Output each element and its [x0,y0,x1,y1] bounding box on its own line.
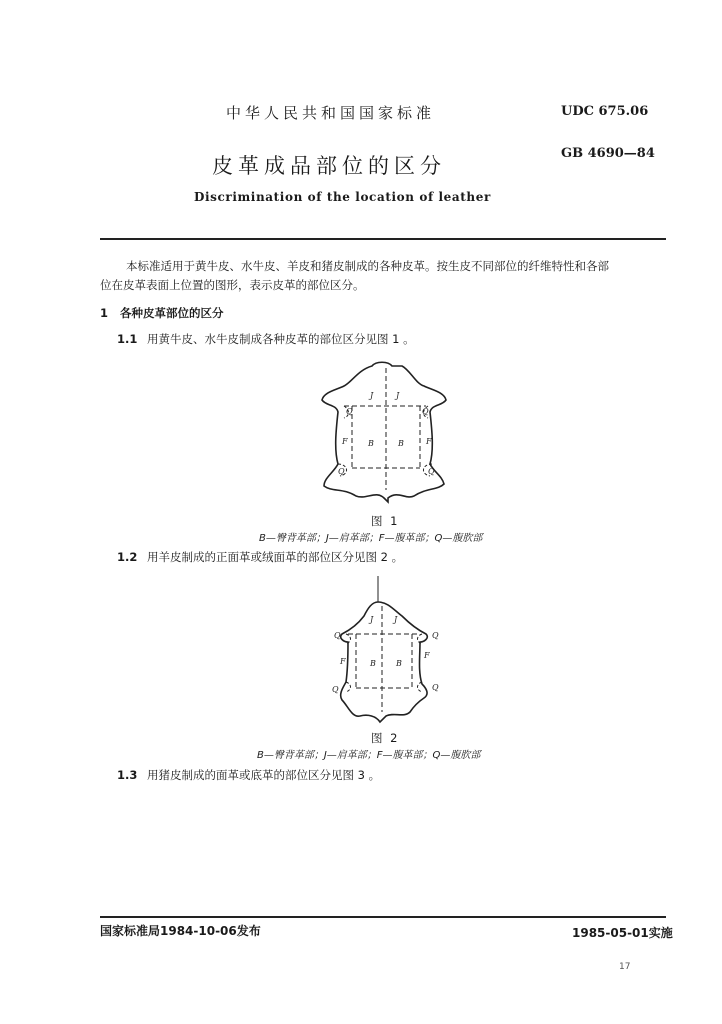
figure-2-label: 图 2 [371,731,400,745]
figure-2-caption: B—臀背革部；J—肩革部；F—腹革部；Q—腹肷部 [257,750,481,761]
page-title-english: Discrimination of the location of leather [194,190,491,204]
figure-2-mark-q-bl: Q [332,685,339,694]
figure-2-mark-j-left: J [370,615,374,624]
clause-number: 1.1 [117,332,138,346]
figure-2-skin-outline [341,602,428,722]
intro-line-1: 本标准适用于黄牛皮、水牛皮、羊皮和猪皮制成的各种皮革。按生皮不同部位的纤维特性和各部 [126,259,609,273]
figure-1-mark-f-right: F [426,437,432,446]
figure-1-hide-outline [322,362,446,502]
clause-1-2 [117,549,403,565]
effective-date: 1985-05-01实施 [572,926,673,940]
figure-1-mark-b-right: B [398,439,404,448]
figure-2-mark-q-tl: Q [334,631,341,640]
figure-1-mark-f-left: F [342,437,348,446]
intro-line-2: 位在皮革表面上位置的图形，表示皮革的部位区分。 [100,278,365,292]
top-rule [100,238,666,240]
figure-2-mark-j-right: J [394,615,398,624]
figure-2-mark-q-br: Q [432,683,439,692]
figure-2-mark-b-left: B [370,659,376,668]
figure-2-mark-b-right: B [396,659,402,668]
figure-2-mark-f-right: F [424,651,430,660]
figure-2-mark-q-tr: Q [432,631,439,640]
gb-code: GB 4690—84 [561,146,655,161]
figure-1-mark-q-br: Q [428,467,435,476]
issue-date: 国家标准局1984-10-06发布 [100,924,261,938]
figure-1-mark-b-left: B [368,439,374,448]
figure-1-mark-j-right: J [396,391,400,400]
figure-1-mark-q-tl: Q [346,407,353,416]
section-heading [100,305,224,321]
page-number: 17 [619,962,631,972]
figure-1-caption: B—臀背革部；J—肩革部；F—腹革部；Q—腹肷部 [259,533,483,544]
figure-2-flank-mark-bl [346,682,351,692]
figure-1-mark-j-left: J [370,391,374,400]
figure-2-mark-f-left: F [340,657,346,666]
clause-text: 用羊皮制成的正面革或绒面革的部位区分见图 2 。 [147,550,404,564]
clause-number: 1.2 [117,550,138,564]
figure-1-mark-q-bl: Q [338,467,345,476]
section-title: 各种皮革部位的区分 [120,306,224,320]
bottom-rule [100,916,666,918]
clause-text: 用猪皮制成的面革或底革的部位区分见图 3 。 [147,768,381,782]
figure-1-mark-q-tr: Q [422,407,429,416]
figure-2-diagram [328,576,446,724]
clause-text: 用黄牛皮、水牛皮制成各种皮革的部位区分见图 1 。 [147,332,415,346]
udc-code: UDC 675.06 [561,104,649,119]
section-number: 1 [100,306,109,320]
figure-1-label: 图 1 [371,514,400,528]
clause-1-1 [117,331,415,347]
issuing-body: 中华人民共和国国家标准 [226,104,436,122]
page-title: 皮革成品部位的区分 [212,154,446,178]
figure-1-diagram [318,360,458,505]
clause-number: 1.3 [117,768,138,782]
clause-1-3 [117,767,380,783]
